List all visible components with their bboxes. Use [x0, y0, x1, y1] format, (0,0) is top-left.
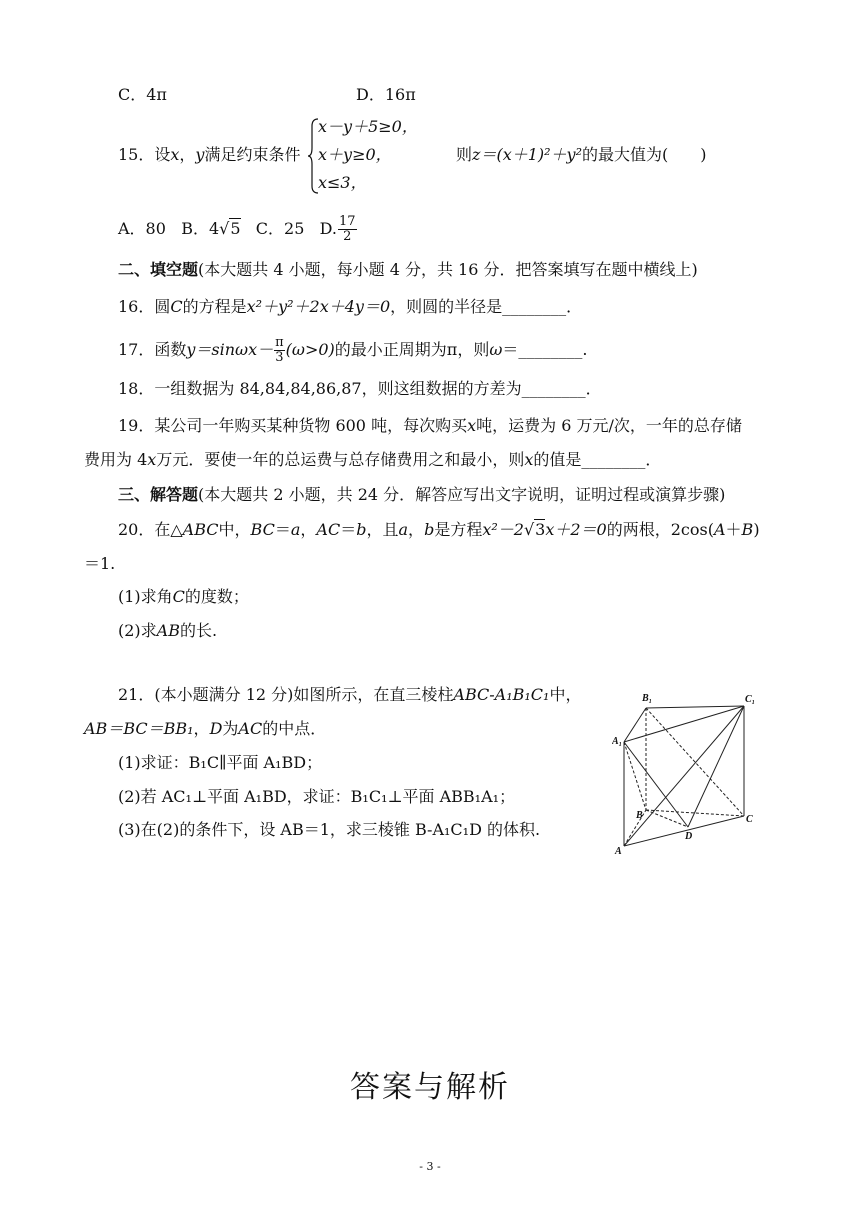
q21-part-3: (3)在(2)的条件下，设 AB＝1，求三棱锥 B-A₁C₁D 的体积.	[118, 820, 541, 839]
q20-part-2	[118, 619, 217, 643]
q19-text-b: 吨，运费为 6 万元/次，一年的总存储	[476, 416, 742, 435]
q15-then: 则	[456, 145, 473, 164]
fraction-denominator: 2	[343, 229, 352, 244]
section-fill-in-heading	[118, 258, 698, 282]
q16	[118, 295, 582, 319]
q19-line-1	[118, 414, 742, 438]
q20-sep2: ，	[408, 520, 425, 539]
q15-var-y: y	[195, 145, 205, 164]
q15-option-b: B．4	[181, 219, 220, 238]
q15-options	[118, 215, 358, 244]
q20-close: )	[753, 520, 760, 539]
label-c1: C₁	[745, 694, 756, 705]
q19-text-a: 19．某公司一年购买某种货物 600 吨，每次购买	[118, 416, 468, 435]
q20-p1-c: C	[172, 587, 185, 606]
q21-sep: ，	[193, 719, 210, 738]
prism-figure	[612, 688, 762, 860]
q19-text-c: 费用为 4	[84, 450, 148, 469]
q21-equal-edges: AB＝BC＝BB₁	[84, 719, 194, 738]
label-d: D	[685, 831, 693, 842]
q15-constraint-3: x≤3，	[318, 173, 367, 192]
q15-constraint-1: x－y＋5≥0，	[318, 117, 418, 136]
q20-t1: 20．在△	[118, 520, 183, 539]
q20-t2: 中，	[218, 520, 251, 539]
answer-title: 答案与解析	[350, 1070, 510, 1105]
q18: 18．一组数据为 84,84,84,86,87，则这组数据的方差为________．	[118, 379, 602, 398]
q20-p1-b: 的度数；	[184, 587, 249, 606]
q16-c: C	[170, 297, 183, 316]
q19-text-d: 万元．要使一年的总运费与总存储费用之和最小，则	[156, 450, 525, 469]
q15-var-x: x	[170, 145, 180, 164]
q16-suffix: ，则圆的半径是________．	[390, 297, 583, 316]
sqrt-sign: √5	[219, 219, 241, 238]
section-2-rest: (本大题共 4 小题，每小题 4 分，共 16 分．把答案填写在题中横线上)	[198, 260, 698, 279]
q17-omega: ω	[489, 340, 503, 359]
q20-a2: a	[398, 520, 409, 539]
q16-eq-lead: 的方程是	[182, 297, 247, 316]
q20-p1-a: (1)求角	[118, 587, 173, 606]
q20-p2-a: (2)求	[118, 621, 157, 640]
page-number: - 3 -	[419, 1160, 441, 1173]
q20-t5: 的两根，2cos(	[606, 520, 714, 539]
q15-mid: 满足约束条件	[204, 145, 301, 164]
q15-constraint-2: x＋y≥0，	[318, 145, 392, 164]
q20-p2-b: 的长.	[179, 621, 218, 640]
q20-ac: AC	[316, 520, 341, 539]
label-c: C	[746, 814, 753, 825]
q20-sep1: ，	[300, 520, 317, 539]
q17-function: y＝sinωx－	[186, 340, 274, 359]
q20-line-2: ＝1.	[84, 554, 116, 573]
q19-x-2: x	[147, 450, 157, 469]
section-2-head: 二、填空题	[118, 260, 199, 279]
q17-mid: 的最小正周期为π，则	[334, 340, 490, 359]
q21-line-1	[118, 683, 581, 707]
q15-option-d-fraction	[338, 215, 357, 244]
q15-prefix: 15．设	[118, 145, 171, 164]
q20-a: a	[290, 520, 301, 539]
fraction-numerator: π	[275, 335, 284, 350]
q21-ac: AC	[238, 719, 263, 738]
q17-fraction	[274, 336, 285, 365]
q20-part-1	[118, 585, 249, 609]
sqrt-sign: √3	[523, 520, 546, 539]
q15-comma: ，	[179, 145, 196, 164]
q21-d: D	[209, 719, 223, 738]
q15-objective: z＝(x＋1)²＋y²	[472, 145, 583, 164]
q21-prism: ABC-A₁B₁C₁	[453, 685, 550, 704]
q15-option-d: D.	[319, 219, 338, 238]
q15-objective-line	[456, 143, 707, 167]
q20-plus: ＋	[725, 520, 742, 539]
section-3-head: 三、解答题	[118, 485, 199, 504]
q20-b2: b	[424, 520, 435, 539]
q15-suffix: 的最大值为( )	[582, 145, 707, 164]
q21-part-2: (2)若 AC₁⊥平面 A₁BD，求证：B₁C₁⊥平面 ABB₁A₁；	[118, 787, 516, 806]
q20-abc: ABC	[182, 520, 219, 539]
q14-option-d: D．16π	[356, 85, 416, 104]
q20-t3: ，且	[366, 520, 399, 539]
q20-eq-x: x²－2	[482, 520, 524, 539]
q21-t2: 中，	[549, 685, 582, 704]
q21-is: 为	[222, 719, 239, 738]
q21-line-2	[84, 717, 326, 741]
section-3-rest: (本大题共 2 小题，共 24 分．解答应写出文字说明，证明过程或演算步骤)	[198, 485, 726, 504]
q21-midpoint: 的中点．	[262, 719, 327, 738]
q20-radicand: 3	[535, 520, 546, 539]
q17	[118, 336, 587, 365]
q15-option-b-radicand: 5	[230, 219, 241, 238]
q17-condition: (ω>0)	[285, 340, 335, 359]
q21-part-1: (1)求证：B₁C∥平面 A₁BD；	[118, 753, 323, 772]
q15-option-c: C．25	[255, 219, 305, 238]
q20-b: b	[356, 520, 367, 539]
fraction-denominator: 3	[275, 350, 284, 365]
label-a: A	[615, 846, 622, 857]
q20-angle-b: B	[741, 520, 754, 539]
q20-eq1: ＝	[274, 520, 291, 539]
q17-suffix: ＝________.	[502, 340, 588, 359]
q19-x-3: x	[524, 450, 534, 469]
q14-option-c: C．4π	[118, 85, 167, 104]
label-b: B	[636, 810, 643, 821]
q16-equation: x²＋y²＋2x＋4y＝0	[246, 297, 391, 316]
q20-angle-a: A	[713, 520, 726, 539]
q20-line-1	[118, 518, 760, 542]
q19-line-2	[84, 448, 661, 472]
q19-x: x	[467, 416, 477, 435]
q20-bc: BC	[250, 520, 275, 539]
label-a1: A₁	[612, 736, 623, 747]
q16-prefix: 16．圆	[118, 297, 171, 316]
fraction-numerator: 17	[339, 214, 356, 229]
q15-stem	[118, 143, 300, 167]
q20-eq2: ＝	[340, 520, 357, 539]
section-answer-heading	[118, 483, 725, 507]
q20-eq-rest: x＋2＝0	[545, 520, 607, 539]
q20-t4: 是方程	[434, 520, 483, 539]
q17-prefix: 17．函数	[118, 340, 187, 359]
label-b1: B₁	[642, 693, 653, 704]
q15-option-a: A．80	[118, 219, 166, 238]
q20-p2-ab: AB	[156, 621, 180, 640]
q19-text-e: 的值是________．	[533, 450, 662, 469]
q21-t1: 21．(本小题满分 12 分)如图所示，在直三棱柱	[118, 685, 454, 704]
